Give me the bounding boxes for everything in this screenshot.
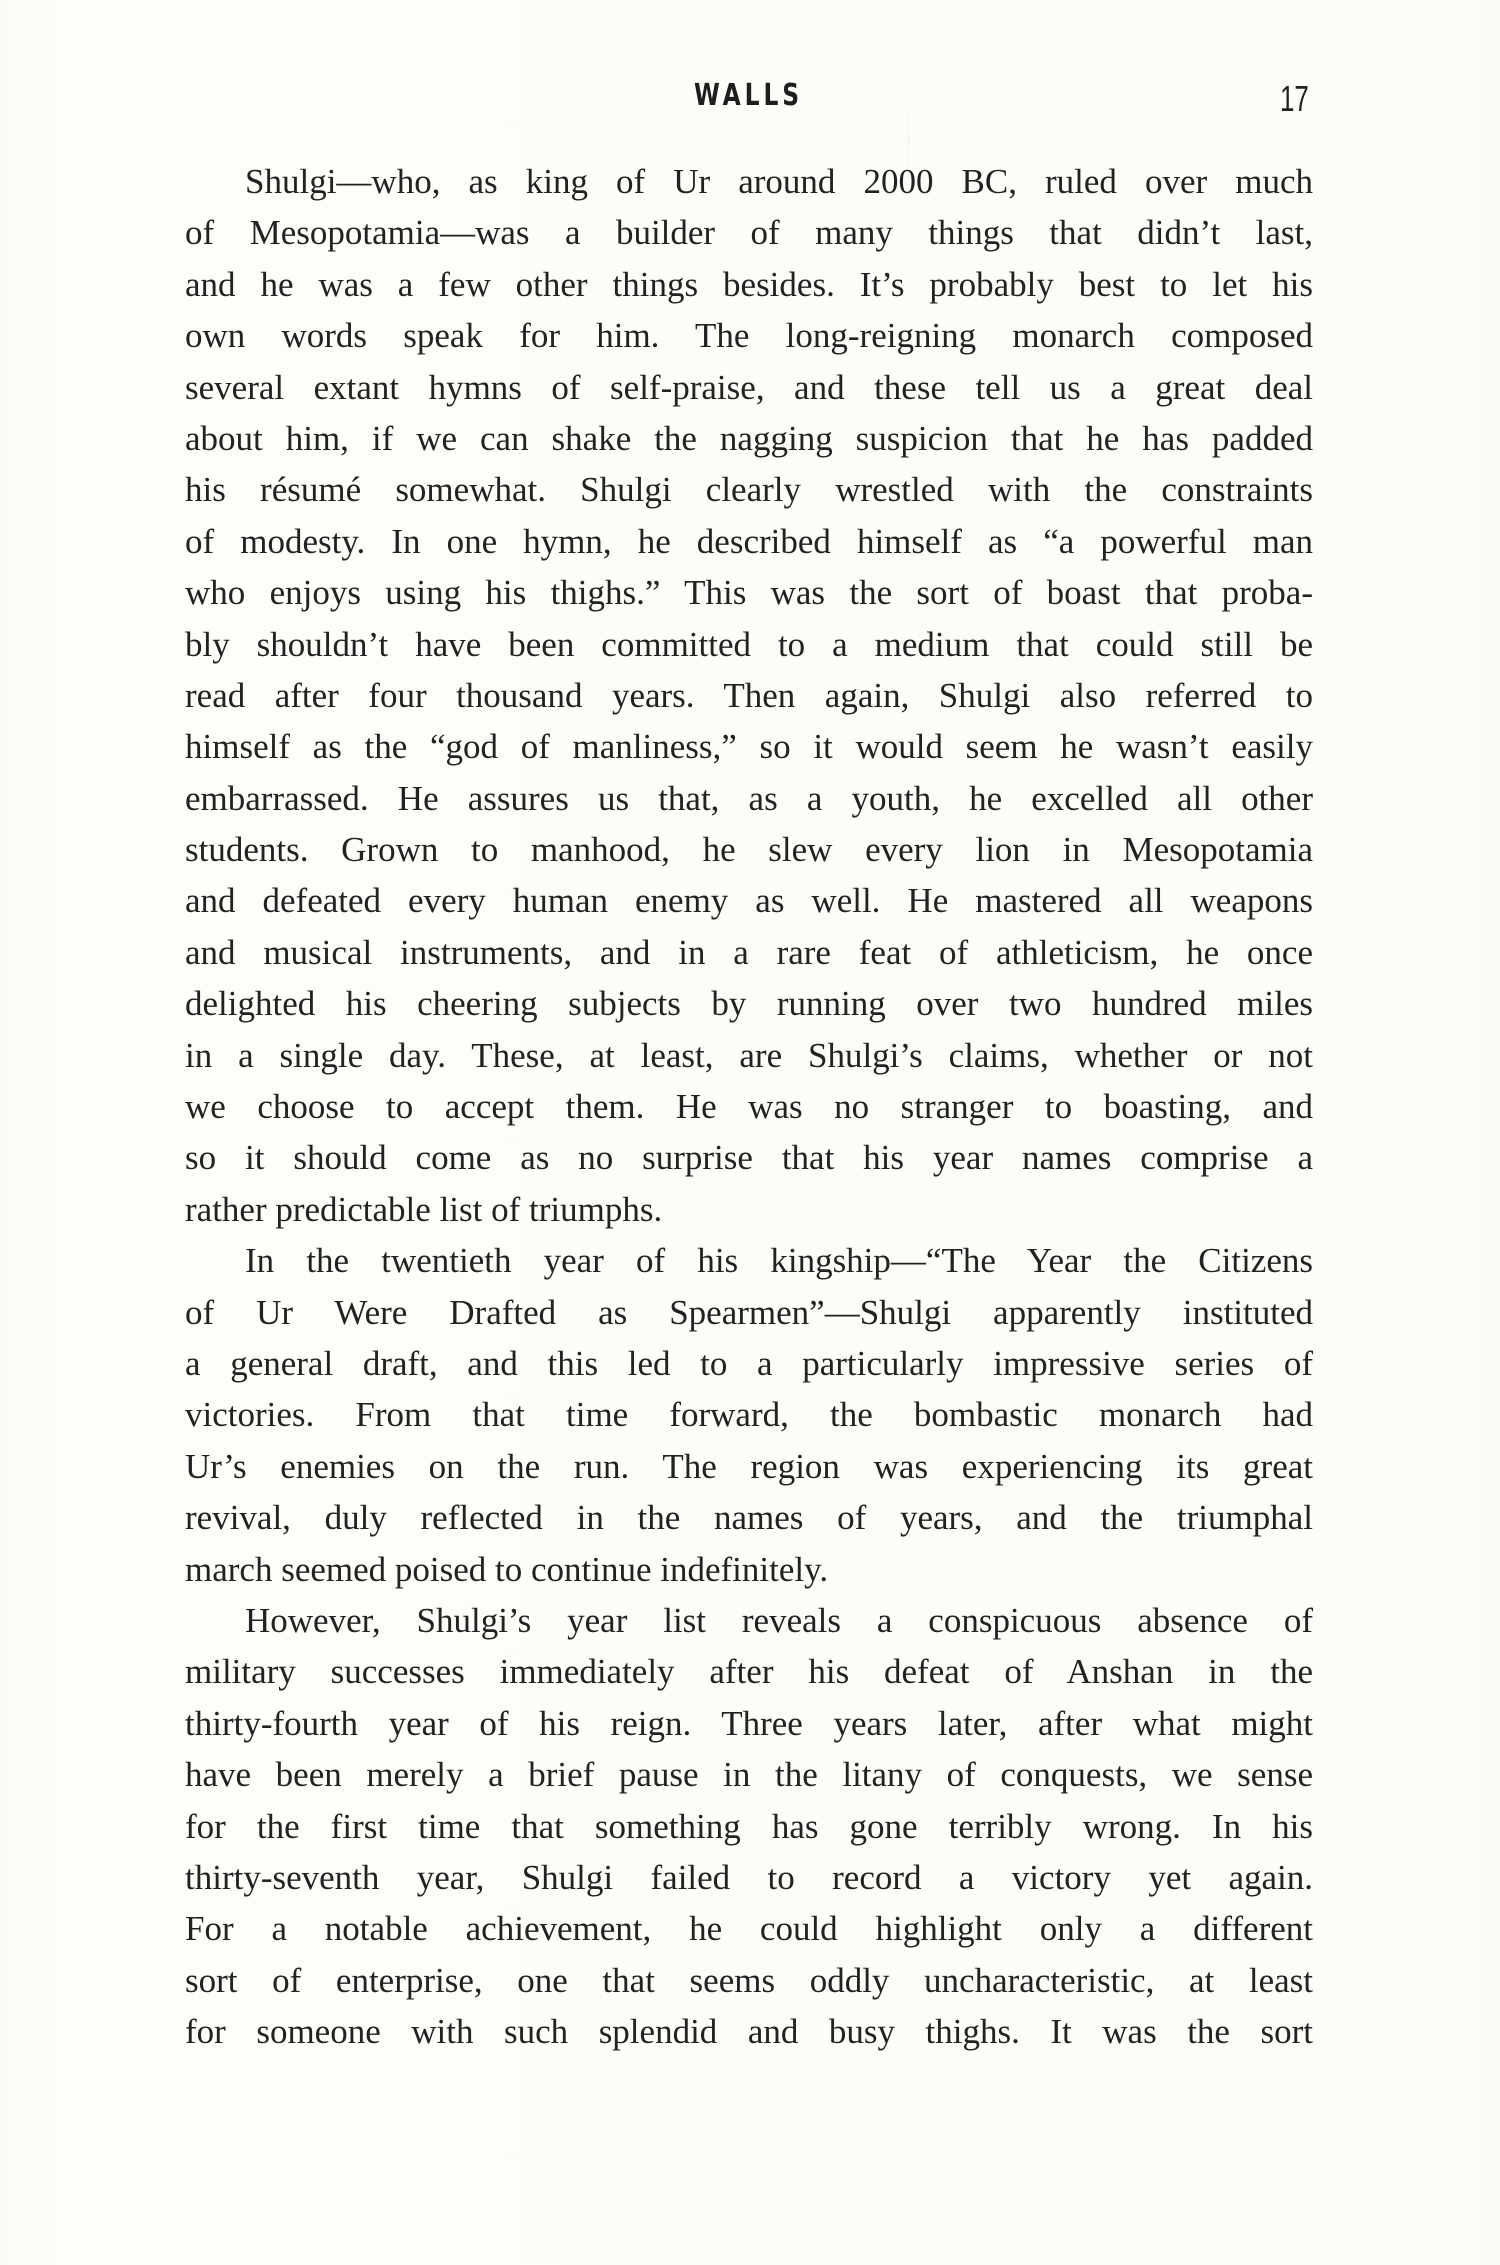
text-line: Ur’s enemies on the run. The region was experiencing its great (185, 1446, 1313, 1486)
text-line: and musical instruments, and in a rare feat of athleticism, he once (185, 932, 1313, 972)
text-line: Shulgi—who, as king of Ur around 2000 BC, ruled over much (245, 162, 1313, 201)
text-line: revival, duly reflected in the names of years, and the triumphal (185, 1498, 1313, 1538)
chapter-title: WALLS (694, 78, 804, 113)
text-line: delighted his cheering subjects by running over two hundred miles (185, 984, 1313, 1024)
text-line: of modesty. In one hymn, he described himself as “a powerful man (185, 521, 1313, 561)
text-line: and defeated every human enemy as well. He mastered all weapons (185, 881, 1313, 921)
text-line: read after four thousand years. Then again, Shulgi also referred to (185, 675, 1313, 715)
text-line: sort of enterprise, one that seems oddly uncharacteristic, at least (185, 1960, 1313, 2000)
text-line: several extant hymns of self-praise, and these tell us a great deal (185, 367, 1313, 407)
body-text (185, 156, 1313, 2057)
text-line: embarrassed. He assures us that, as a youth, he excelled all other (185, 778, 1313, 818)
text-line: have been merely a brief pause in the litany of conquests, we sense (185, 1755, 1313, 1795)
text-line: we choose to accept them. He was no stranger to boasting, and (185, 1087, 1313, 1127)
text-line: students. Grown to manhood, he slew every lion in Mesopotamia (185, 830, 1313, 870)
text-line: for the first time that something has gone terribly wrong. In his (185, 1806, 1313, 1846)
text-line: For a notable achievement, he could highlight only a different (185, 1909, 1313, 1949)
text-line: and he was a few other things besides. It’s probably best to let his (185, 264, 1313, 304)
text-line: for someone with such splendid and busy thighs. It was the sort (185, 2012, 1313, 2052)
text-line: a general draft, and this led to a particularly impressive series of (185, 1343, 1313, 1383)
text-line: However, Shulgi’s year list reveals a conspicuous absence of (245, 1600, 1313, 1640)
text-line: of Mesopotamia—was a builder of many things that didn’t last, (185, 213, 1313, 253)
text-line: so it should come as no surprise that his year names comprise a (185, 1138, 1313, 1178)
text-line: who enjoys using his thighs.” This was the sort of boast that proba- (185, 573, 1313, 613)
text-line: his résumé somewhat. Shulgi clearly wrestled with the constraints (185, 470, 1313, 510)
text-line: military successes immediately after his defeat of Anshan in the (185, 1652, 1313, 1692)
text-line: victories. From that time forward, the bombastic monarch had (185, 1395, 1313, 1435)
text-line: In the twentieth year of his kingship—“The Year the Citizens (245, 1241, 1313, 1281)
text-line: about him, if we can shake the nagging suspicion that he has padded (185, 418, 1313, 458)
text-line: of Ur Were Drafted as Spearmen”—Shulgi apparently instituted (185, 1292, 1313, 1332)
text-line: march seemed poised to continue indefinitely. (185, 1549, 829, 1589)
running-head (0, 78, 1500, 118)
page-number: 17 (1280, 78, 1309, 119)
text-line: thirty-fourth year of his reign. Three years later, after what might (185, 1703, 1313, 1743)
text-line: rather predictable list of triumphs. (185, 1189, 663, 1229)
text-line: own words speak for him. The long-reigning monarch composed (185, 316, 1313, 356)
text-line: in a single day. These, at least, are Shulgi’s claims, whether or not (185, 1035, 1313, 1075)
text-line: bly shouldn’t have been committed to a medium that could still be (185, 624, 1313, 664)
text-line: thirty-seventh year, Shulgi failed to record a victory yet again. (185, 1857, 1313, 1897)
text-line: himself as the “god of manliness,” so it would seem he wasn’t easily (185, 727, 1313, 767)
